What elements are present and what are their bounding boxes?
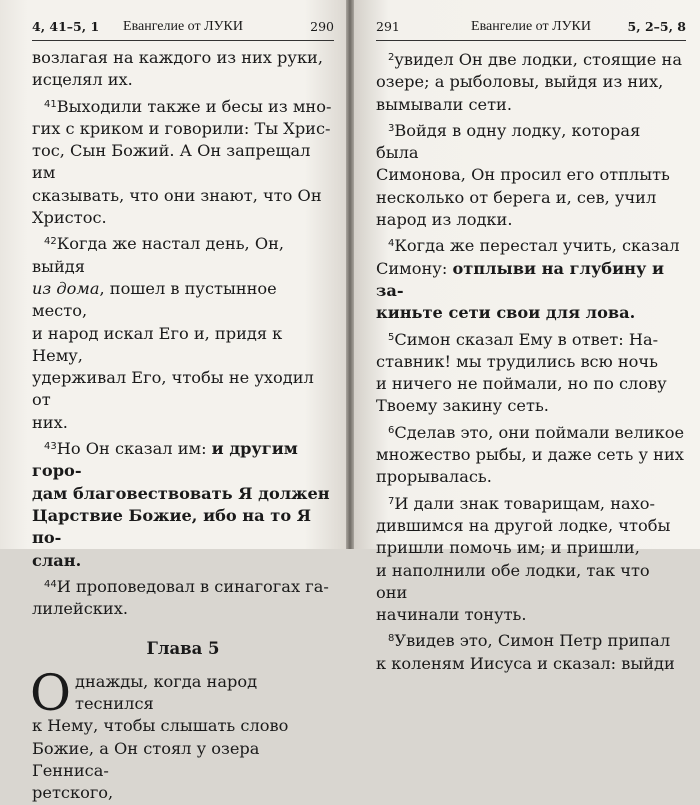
right-text-body bbox=[376, 47, 686, 675]
chapter-heading: Глава 5 bbox=[146, 639, 220, 659]
verse-number: 42 bbox=[44, 236, 57, 248]
verse-43: $^{43}$Но Он сказал им: и другим горо- дам благовествовать Я должен Царствие Божие, ибо на то Я по- слан. bbox=[32, 439, 330, 570]
verse-2: $^2$увидел Он две лодки, стоящие на озере; а рыболовы, выйдя из них, вымывали сети. bbox=[376, 50, 682, 114]
left-chapter-ref: 4, 41–5, 1 bbox=[32, 19, 100, 34]
left-page-number: 290 bbox=[310, 19, 334, 34]
italic-phrase: из дома bbox=[32, 278, 100, 298]
verse-number: 5 bbox=[388, 331, 395, 343]
verse-number: 7 bbox=[388, 495, 395, 507]
right-page-number: 291 bbox=[376, 19, 400, 34]
bold-words-of-christ: отплыви на глубину и за- bbox=[376, 258, 664, 300]
drop-cap: О bbox=[30, 663, 71, 722]
verse-41: $^{41}$Выходили также и бесы из мно- гих с криком и говорили: Ты Хрис- тос, Сын Божий. А Он запрещал им сказывать, что они знают, что Он Христос. bbox=[32, 96, 332, 228]
verse-42: $^{42}$Когда же настал день, Он, выйдя из дома, пошел в пустынное место, и народ искал Его и, придя к Нему, удерживал Его, чтобы не уходил от них. bbox=[32, 234, 314, 432]
verse-5: $^5$Симон сказал Ему в ответ: На- ставник! мы трудились всю ночь и ничего не поймали, но по слову Твоему закину сеть. bbox=[376, 329, 667, 416]
right-running-head bbox=[376, 14, 686, 41]
verse-6: $^6$Сделав это, они поймали великое множество рыбы, и даже сеть у них прорывалась. bbox=[376, 422, 685, 487]
verse-7: $^7$И дали знак товарищам, нахо- дившимся на другой лодке, чтобы пришли помочь им; и пришли, и наполнили обе лодки, так что они начинали тонуть. bbox=[376, 493, 671, 625]
verse-number: 3 bbox=[388, 122, 395, 134]
verse-8: $^8$Увидев это, Симон Петр припал к коленям Иисуса и сказал: выйди bbox=[376, 631, 675, 673]
verse-number: 41 bbox=[44, 98, 57, 110]
verse-1: Однажды, когда народ теснился к Нему, чтобы слышать слово Божие, а Он стоял у озера Генниса- ретского, bbox=[30, 663, 289, 803]
left-page bbox=[0, 0, 346, 803]
right-book-title: Евангелие от ЛУКИ bbox=[471, 19, 591, 34]
verse-number: 4 bbox=[388, 238, 395, 250]
left-text-body bbox=[32, 47, 334, 805]
verse-3: $^3$Войдя в одну лодку, которая была Симонова, Он просил его отплыть несколько от берега и, сев, учил народ из лодки. bbox=[376, 120, 670, 230]
verse-number: 6 bbox=[388, 424, 395, 436]
right-chapter-ref: 5, 2–5, 8 bbox=[627, 19, 686, 34]
left-running-head bbox=[32, 14, 334, 41]
right-page bbox=[354, 0, 700, 673]
bold-words-of-christ: и другим горо- bbox=[32, 439, 298, 481]
verse-number: 2 bbox=[388, 52, 395, 63]
continuation-line: возлагая на каждого из них руки, исцелял их. bbox=[32, 48, 323, 90]
left-book-title: Евангелие от ЛУКИ bbox=[123, 19, 243, 34]
verse-number: 8 bbox=[388, 633, 395, 645]
verse-number: 43 bbox=[44, 441, 57, 453]
verse-44: $^{44}$И проповедовал в синагогах га- лилейских. bbox=[32, 576, 329, 619]
verse-number: 44 bbox=[44, 578, 57, 590]
book-gutter bbox=[346, 0, 354, 549]
verse-4: $^4$Когда же перестал учить, сказал Симону: отплыви на глубину и за- киньте сети свои для лова. bbox=[376, 236, 680, 323]
